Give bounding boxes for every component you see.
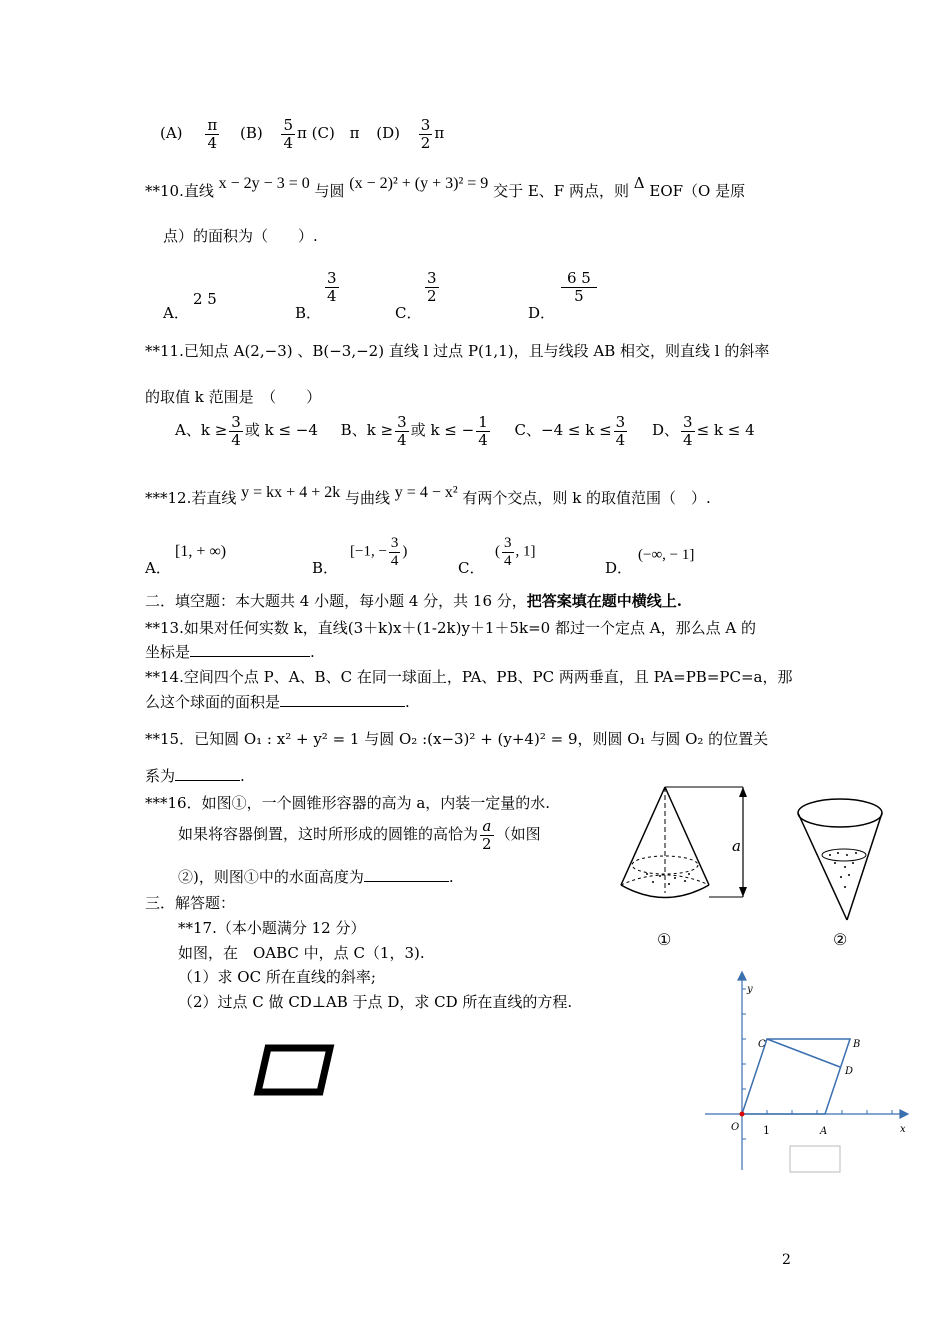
q12-line-equation: y = kx + 4 + 2k — [241, 484, 341, 501]
q17-line3: （1）求 OC 所在直线的斜率; — [178, 968, 376, 986]
q11-option-b-frac: $\frac{3}{4}$ — [397, 413, 407, 449]
graph-point-c: C — [758, 1039, 766, 1050]
q12-curve-equation: y = 4 − x² — [394, 484, 458, 501]
q17-line4: （2）过点 C 做 CD⊥AB 于点 D，求 CD 所在直线的方程. — [178, 993, 573, 1011]
q12-option-a-label: A． — [145, 559, 171, 577]
q9-option-a-label: (A) — [160, 124, 183, 142]
q12-option-a-value: [1, + ∞) — [175, 543, 227, 560]
q10-prefix: **10.直线 — [145, 182, 214, 200]
q13-line2: 坐标是 . — [145, 643, 315, 661]
q10-option-a-value: 2 5 — [193, 290, 217, 308]
q11-option-a-frac: $\frac{3}{4}$ — [231, 413, 241, 449]
cone-figure-1 — [621, 787, 747, 949]
q10-option-a-label: A． — [163, 304, 189, 322]
section3-heading: 三．解答题： — [145, 894, 236, 912]
q11-option-b-frac2: $\frac{1}{4}$ — [478, 413, 488, 449]
graph-tick-one: 1 — [763, 1124, 770, 1137]
q9-option-a-frac: $\frac{\pi}{4}$ — [207, 116, 218, 152]
q10-option-b-frac: $\frac{3}{4}$ — [327, 269, 337, 305]
q11-option-b: B、k ≥ — [340, 421, 394, 439]
cone-figures — [605, 775, 895, 955]
q10-options — [163, 270, 803, 320]
q9-options — [160, 117, 444, 151]
q10-stem-line1 — [145, 174, 746, 201]
q16-answer-blank[interactable] — [364, 867, 449, 882]
cone-figure-2 — [798, 799, 882, 949]
q11-stem-line2: 的取值 k 范围是 （ ） — [145, 388, 322, 406]
q12-stem — [145, 484, 711, 508]
q10-option-d-label: D． — [528, 304, 556, 322]
q11-option-c-frac: $\frac{3}{4}$ — [615, 413, 626, 449]
q10-tail2: EOF（O 是原 — [649, 182, 746, 200]
q12-option-d-label: D． — [605, 559, 633, 577]
q9-option-d-label: (D) — [376, 124, 401, 142]
q16-fraction: $\frac{a}{2}$ — [482, 817, 492, 853]
fig1-label: ① — [657, 930, 672, 949]
q11-option-d: D、 — [651, 421, 680, 439]
graph-point-a: A — [820, 1126, 828, 1137]
fig2-label: ② — [833, 930, 848, 949]
q13-answer-blank[interactable] — [190, 642, 310, 657]
section2-text: 二．填空题：本大题共 4 小题，每小题 4 分，共 16 分， — [145, 592, 527, 610]
q12-prefix: ***12.若直线 — [145, 489, 237, 507]
q9-option-c-value: π — [349, 124, 360, 142]
q10-circle-equation: (x − 2)² + (y + 3)² = 9 — [349, 175, 489, 192]
q9-option-d-pi: π — [434, 124, 445, 142]
q16-line2: 如果将容器倒置，这时所形成的圆锥的高恰为 $\frac{a}{2}$ （如图 — [178, 817, 541, 853]
q12-mid: 与曲线 — [345, 489, 391, 507]
q11-option-a-tail: 或 k ≤ −4 — [244, 421, 318, 439]
coordinate-graph — [700, 970, 915, 1180]
section2-heading — [145, 590, 682, 611]
q12-option-c-value: ( $\frac{3}{4}$ , 1] — [495, 535, 536, 569]
q10-option-d-frac: $\frac{6 5}{5}$ — [561, 270, 597, 304]
graph-point-d: D — [845, 1066, 854, 1077]
q10-option-c-label: C． — [395, 304, 422, 322]
q14-answer-blank[interactable] — [280, 692, 405, 707]
q11-option-a: A、k ≥ — [175, 421, 228, 439]
q11-option-c: C、−4 ≤ k ≤ — [514, 421, 612, 439]
q12-option-b-value: [−1, − $\frac{3}{4}$ ) — [350, 535, 408, 569]
cone-height-label: a — [732, 837, 741, 855]
graph-origin-label: O — [731, 1122, 740, 1133]
q12-options — [145, 535, 845, 580]
q16-line1: ***16．如图①，一个圆锥形容器的高为 a，内装一定量的水. — [145, 794, 551, 812]
q17-line1: **17.（本小题满分 12 分） — [178, 919, 366, 937]
q9-option-b-label: (B) — [239, 124, 263, 142]
q15-line2: 系为 . — [145, 767, 245, 785]
q11-option-b-mid: 或 k ≤ − — [410, 421, 475, 439]
q12-option-d-value: (−∞, − 1] — [638, 547, 695, 563]
q12-tail: 有两个交点，则 k 的取值范围（ ）. — [462, 489, 711, 507]
parallelogram-symbol — [250, 1040, 340, 1100]
q9-option-b-frac: $\frac{5}{4}$ — [283, 116, 294, 152]
q15-line1: **15．已知圆 O₁ : x² + y² = 1 与圆 O₂ :(x−3)² + (y+4)² = 9，则圆 O₁ 与圆 O₂ 的位置关 — [145, 730, 769, 748]
q10-option-b-label: B． — [295, 304, 322, 322]
q10-tail: 交于 E、F 两点，则 — [493, 182, 629, 200]
graph-x-label: x — [900, 1124, 906, 1135]
graph-y-label: y — [747, 984, 753, 995]
graph-point-b: B — [853, 1039, 861, 1050]
q12-option-c-label: C． — [458, 559, 485, 577]
q10-option-c-frac: $\frac{3}{2}$ — [427, 269, 437, 305]
q10-delta: Δ — [633, 174, 645, 192]
q11-option-d-tail: ≤ k ≤ 4 — [696, 421, 755, 439]
graph-empty-box — [790, 1146, 840, 1172]
q13-line1: **13.如果对任何实数 k，直线(3＋k)x＋(1-2k)y＋1＋5k=0 都过一个定点 A，那么点 A 的 — [145, 619, 756, 637]
q14-line1: **14.空间四个点 P、A、B、C 在同一球面上，PA、PB、PC 两两垂直，且 PA=PB=PC=a，那 — [145, 668, 793, 686]
q11-option-d-frac: $\frac{3}{4}$ — [683, 413, 693, 449]
page-number: 2 — [782, 1252, 791, 1268]
q14-line2: 么这个球面的面积是 . — [145, 693, 410, 711]
q12-option-b-label: B． — [312, 559, 339, 577]
q9-option-c-label: (C) — [311, 124, 335, 142]
q17-line2: 如图，在 OABC 中，点 C（1，3). — [178, 944, 425, 962]
q11-options — [175, 414, 755, 448]
q10-stem-line2: 点）的面积为（ ）. — [163, 227, 318, 245]
q9-option-b-pi: π — [297, 124, 307, 142]
q10-line-equation: x − 2y − 3 = 0 — [218, 175, 310, 192]
q15-answer-blank[interactable] — [175, 766, 240, 781]
q11-stem-line1: **11.已知点 A(2,−3) 、B(−3,−2) 直线 l 过点 P(1,1)，且与线段 AB 相交，则直线 l 的斜率 — [145, 342, 770, 360]
q10-mid: 与圆 — [314, 182, 345, 200]
q9-option-d-frac: $\frac{3}{2}$ — [420, 116, 431, 152]
q16-line3: ②)，则图①中的水面高度为 . — [178, 868, 454, 886]
section2-bold: 把答案填在题中横线上. — [526, 592, 683, 610]
